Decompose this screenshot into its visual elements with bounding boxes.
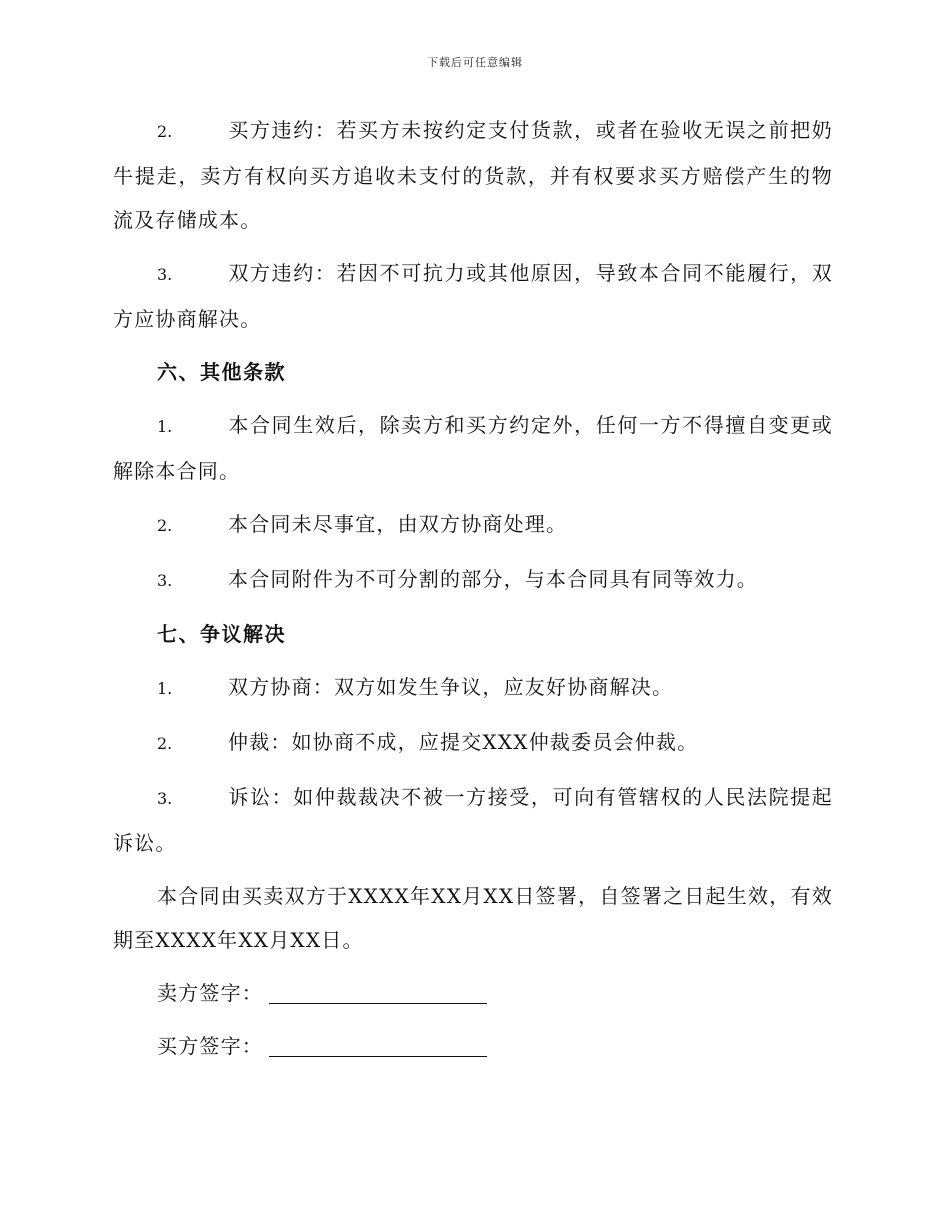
item-number: 3. <box>157 571 173 590</box>
item-text: 买方违约：若买方未按约定支付货款，或者在验收无误之前把奶牛提走，卖方有权向买方追收未支付的货款，并有权要求买方赔偿产生的物流及存储成本。 <box>113 118 833 232</box>
item-text: 双方协商：双方如发生争议，应友好协商解决。 <box>228 675 674 699</box>
document-body <box>113 108 833 1077</box>
seller-signature-line[interactable] <box>269 977 487 1004</box>
buyer-signature-row <box>113 1024 833 1068</box>
item-text: 诉讼：如仲裁裁决不被一方接受，可向有管辖权的人民法院提起诉讼。 <box>113 785 833 855</box>
buyer-signature-line[interactable] <box>269 1030 487 1057</box>
list-item <box>113 665 833 711</box>
item-number: 2. <box>157 516 173 535</box>
list-item <box>113 775 833 865</box>
item-number: 1. <box>157 417 173 436</box>
list-item <box>113 557 833 603</box>
item-text: 本合同生效后，除卖方和买方约定外，任何一方不得擅自变更或解除本合同。 <box>113 413 833 483</box>
page-header: 下载后可任意编辑 <box>427 56 523 69</box>
item-number: 2. <box>157 122 173 141</box>
item-number: 3. <box>157 265 173 284</box>
list-item <box>113 502 833 548</box>
list-item <box>113 108 833 242</box>
item-text: 本合同附件为不可分割的部分，与本合同具有同等效力。 <box>228 567 758 591</box>
list-item <box>113 720 833 766</box>
item-text: 双方违约：若因不可抗力或其他原因，导致本合同不能履行，双方应协商解决。 <box>113 261 833 331</box>
buyer-signature-label: 买方签字： <box>157 1034 263 1058</box>
section-heading-other-terms: 六、其他条款 <box>157 360 286 384</box>
seller-signature-row <box>113 971 833 1015</box>
seller-signature-label: 卖方签字： <box>157 981 263 1005</box>
item-number: 2. <box>157 734 173 753</box>
list-item <box>113 403 833 493</box>
item-number: 1. <box>157 679 173 698</box>
item-text: 仲裁：如协商不成，应提交XXX仲裁委员会仲裁。 <box>228 730 699 754</box>
list-item <box>113 251 833 341</box>
item-text: 本合同未尽事宜，由双方协商处理。 <box>228 512 568 536</box>
section-heading-dispute-resolution: 七、争议解决 <box>157 622 286 646</box>
item-number: 3. <box>157 789 173 808</box>
closing-paragraph: 本合同由买卖双方于XXXX年XX月XX日签署，自签署之日起生效，有效期至XXXX年XX月XX日。 <box>113 884 833 952</box>
